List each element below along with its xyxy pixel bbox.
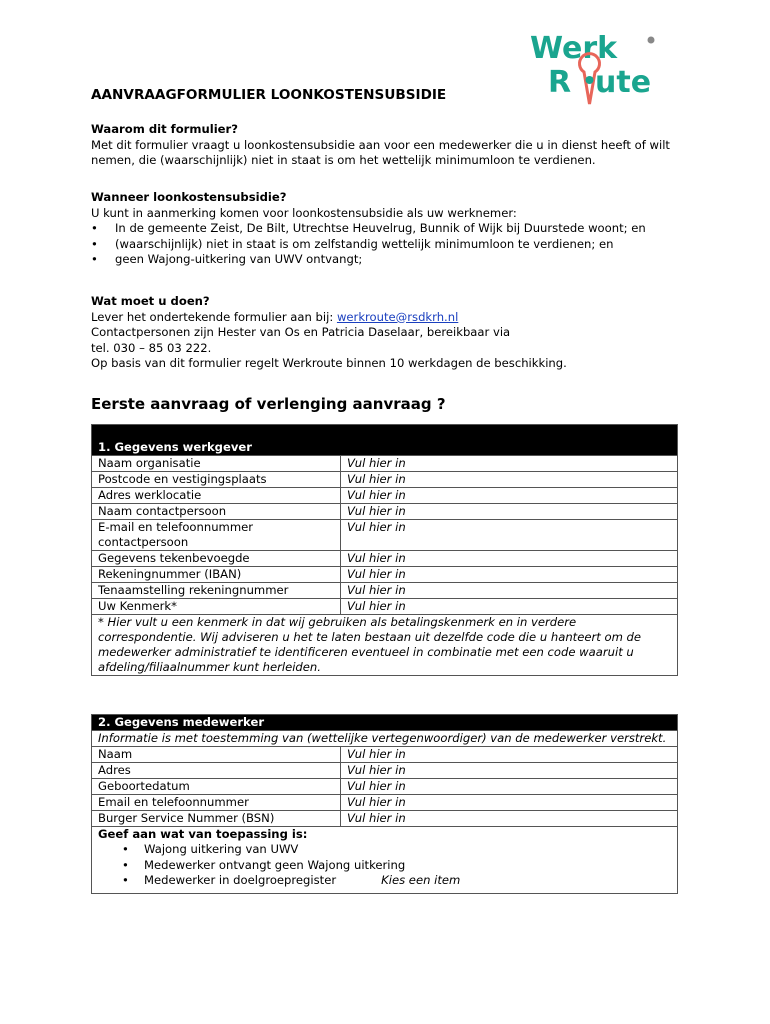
field-input[interactable]: Vul hier in: [341, 795, 678, 811]
field-input[interactable]: Vul hier in: [341, 811, 678, 827]
form-title: AANVRAAGFORMULIER LOONKOSTENSUBSIDIE: [91, 87, 447, 103]
table-row: [92, 795, 678, 811]
why-heading: Waarom dit formulier?: [91, 122, 238, 136]
field-label: Uw Kenmerk*: [92, 599, 341, 615]
table-row: [92, 504, 678, 520]
table-row: [92, 747, 678, 763]
field-label: E-mail en telefoonnummer contactpersoon: [92, 520, 341, 551]
field-label: Adres: [92, 763, 341, 779]
applicable-heading: Geef aan wat van toepassing is:: [98, 827, 308, 841]
employer-header: 1. Gegevens werkgever: [92, 425, 678, 456]
when-intro: U kunt in aanmerking komen voor loonkostensubsidie als uw werknemer:: [91, 205, 517, 220]
table-row: [92, 763, 678, 779]
table-row: [92, 551, 678, 567]
employer-table: [91, 424, 678, 676]
field-label: Gegevens tekenbevoegde: [92, 551, 341, 567]
todo-line3: tel. 030 – 85 03 222.: [91, 340, 212, 355]
field-label: Burger Service Nummer (BSN): [92, 811, 341, 827]
list-item: • (waarschijnlijk) niet in staat is om zelfstandig wettelijk minimumloon te verdienen; en: [91, 237, 686, 253]
employee-table: [91, 714, 678, 894]
table-row: [92, 520, 678, 551]
field-input[interactable]: Vul hier in: [341, 551, 678, 567]
todo-section: [91, 294, 686, 372]
todo-heading: Wat moet u doen?: [91, 294, 210, 308]
field-input[interactable]: Vul hier in: [341, 567, 678, 583]
field-input[interactable]: Vul hier in: [341, 472, 678, 488]
table-row: [92, 472, 678, 488]
field-input[interactable]: Vul hier in: [341, 456, 678, 472]
field-label: Adres werklocatie: [92, 488, 341, 504]
employee-table-wrap: [91, 714, 686, 894]
table-row: [92, 779, 678, 795]
field-input[interactable]: Vul hier in: [341, 488, 678, 504]
todo-line2: Contactpersonen zijn Hester van Os en Patricia Daselaar, bereikbaar via: [91, 325, 511, 339]
field-label: Email en telefoonnummer: [92, 795, 341, 811]
when-section: [91, 190, 686, 268]
kenmerk-note: * Hier vult u een kenmerk in dat wij gebruiken als betalingskenmerk en in verdere correspondentie. Wij adviseren u het te laten bestaan uit dezelfde code die u hanteert om de medewerker administratief te identificeren eventueel in combinatie met een code waaruit u afdeling/filiaalnummer kunt herleiden.: [92, 615, 678, 676]
svg-text:R: R: [548, 65, 572, 100]
field-label: Naam organisatie: [92, 456, 341, 472]
table-row: [92, 811, 678, 827]
list-item: • geen Wajong-uitkering van UWV ontvangt;: [91, 252, 686, 268]
employer-table-wrap: [91, 424, 686, 676]
email-link[interactable]: werkroute@rsdkrh.nl: [336, 309, 459, 324]
why-text: Met dit formulier vraagt u loonkostensubsidie aan voor een medewerker die u in dienst heeft of wilt nemen, die (waarschijnlijk) niet in staat is om het wettelijk minimumloon te verdienen.: [91, 137, 670, 167]
field-label: Geboortedatum: [92, 779, 341, 795]
why-section: [91, 122, 686, 169]
field-input[interactable]: Vul hier in: [341, 779, 678, 795]
field-label: Naam contactpersoon: [92, 504, 341, 520]
option-item: • Medewerker ontvangt geen Wajong uitkering: [98, 858, 671, 874]
table-row: [92, 599, 678, 615]
table-row: [92, 456, 678, 472]
field-label: Postcode en vestigingsplaats: [92, 472, 341, 488]
table-row: [92, 567, 678, 583]
list-item: • In de gemeente Zeist, De Bilt, Utrechtse Heuvelrug, Bunnik of Wijk bij Duurstede woont; en: [91, 221, 686, 237]
todo-line4: Op basis van dit formulier regelt Werkroute binnen 10 werkdagen de beschikking.: [91, 356, 567, 370]
field-input[interactable]: Vul hier in: [341, 599, 678, 615]
table-row: [92, 583, 678, 599]
field-label: Rekeningnummer (IBAN): [92, 567, 341, 583]
employee-header: 2. Gegevens medewerker: [92, 715, 678, 731]
todo-line1: Lever het ondertekende formulier aan bij:: [91, 309, 337, 324]
field-input[interactable]: Vul hier in: [341, 583, 678, 599]
option-item: • Wajong uitkering van UWV: [98, 842, 671, 858]
option-item: [98, 873, 671, 889]
svg-text:ute: ute: [595, 65, 652, 100]
field-input[interactable]: Vul hier in: [341, 504, 678, 520]
doelgroep-select[interactable]: Kies een item: [381, 873, 461, 887]
svg-text:Werk: Werk: [530, 31, 618, 66]
option-label: Medewerker in doelgroepregister: [144, 873, 337, 887]
employee-info: Informatie is met toestemming van (wettelijke vertegenwoordiger) van de medewerker verstrekt.: [92, 731, 678, 747]
when-heading: Wanneer loonkostensubsidie?: [91, 190, 287, 204]
field-label: Naam: [92, 747, 341, 763]
field-input[interactable]: Vul hier in: [341, 520, 678, 551]
table-row: [92, 488, 678, 504]
field-input[interactable]: Vul hier in: [341, 763, 678, 779]
field-input[interactable]: Vul hier in: [341, 747, 678, 763]
section-title: Eerste aanvraag of verlenging aanvraag ?: [91, 395, 446, 413]
field-label: Tenaamstelling rekeningnummer: [92, 583, 341, 599]
